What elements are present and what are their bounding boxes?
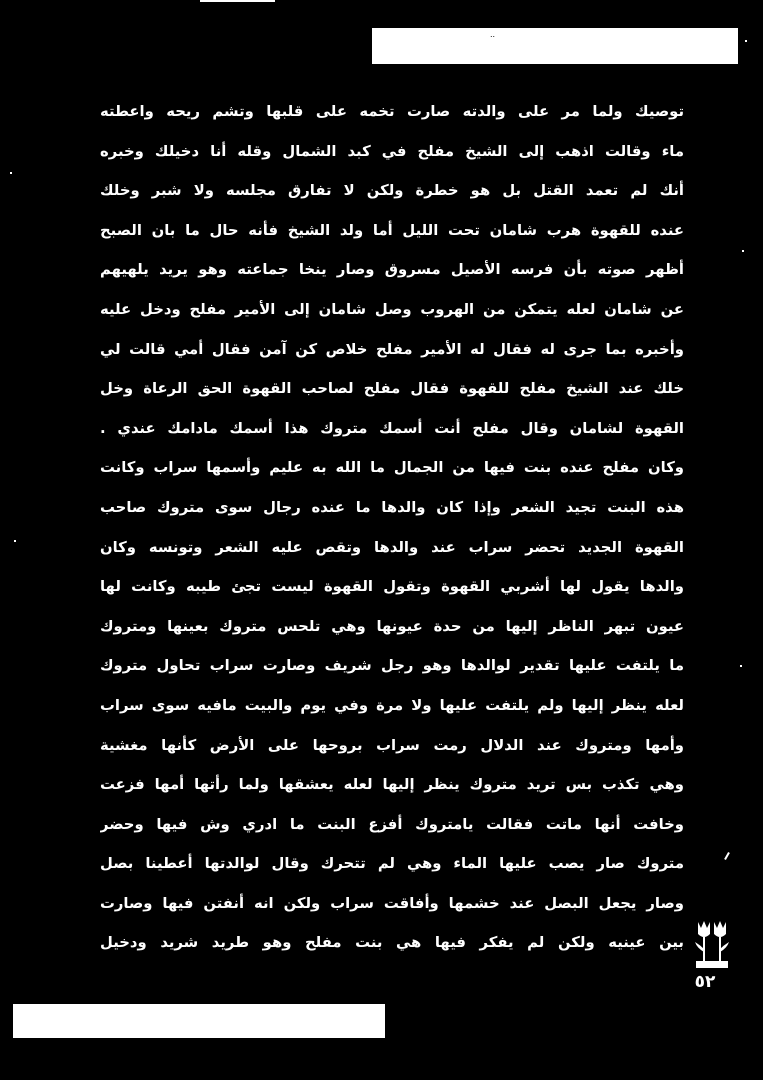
text-line: القهوة لشامان وقال مفلح أنت أسمك متروك هذا أسمك مادامك عندي . xyxy=(100,419,684,437)
text-line: القهوة الجديد تحضر سراب عند والدها وتقص عليه الشعر وتونسه وكان xyxy=(100,538,684,556)
header-marks: .. xyxy=(490,30,496,39)
text-line: وأمها ومتروك عند الدلال رمت سراب بروحها على الأرض كأنها مغشية xyxy=(100,736,684,754)
top-edge-rule xyxy=(200,0,275,2)
text-line: خلك عند الشيخ مفلح للقهوة فقال مفلح لصاحب القهوة الحق الرعاة وخل xyxy=(100,380,684,398)
text-line: وصار يجعل البصل عند خشمها وأفاقت سراب ولكن انه أنفتن فيها وصارت xyxy=(100,894,684,912)
header-redaction-bar xyxy=(372,28,738,64)
text-line: ما يلتفت عليها تقدير لوالدها وهو رجل شريف وصارت سراب تحاول متروك xyxy=(100,657,684,675)
text-line: ماء وقالت اذهب إلى الشيخ مفلح في كبد الشمال وقله أنا دخيلك وخبره xyxy=(100,142,684,160)
text-line: والدها يقول لها أشربي القهوة وتقول القهوة ليست تجئ طيبه وكانت لها xyxy=(100,578,684,596)
text-line: وهي تكذب بس تريد متروك ينظر إليها لعله يعشقها ولما رأتها أمها فزعت xyxy=(100,776,684,794)
text-line: متروك صار يصب عليها الماء وهي لم تتحرك وقال لوالدتها أعطينا بصل xyxy=(100,855,684,873)
text-line: بين عينيه ولكن لم يفكر فيها هي بنت مفلح وهو طريد شريد ودخيل xyxy=(100,934,684,952)
text-line: هذه البنت تجيد الشعر وإذا كان والدها ما عنده رجال سوى متروك صاحب xyxy=(100,498,684,516)
scan-speck xyxy=(742,250,744,252)
body-text xyxy=(100,92,684,963)
text-line: وكان مفلح عنده بنت فيها من الجمال ما الله به عليم وأسمها سراب وكانت xyxy=(100,459,684,477)
text-line: وخافت أنها ماتت فقالت يامتروك أفزع البنت ما ادري وش فيها وحضر xyxy=(100,815,684,833)
scan-mark xyxy=(724,852,730,860)
scan-speck xyxy=(10,172,12,174)
text-line: أنك لم تعمد القتل بل هو خطرة ولكن لا تفارق مجلسه ولا شبر وخلك xyxy=(100,182,684,200)
scan-speck xyxy=(14,540,16,542)
text-line: وأخبره بما جرى له فقال له الأمير مفلح خلاص كن آمن فقال أمي قالت لي xyxy=(100,340,684,358)
text-line: أظهر صوته بأن فرسه الأصيل مسروق وصار ينخا جماعته وهو يريد يلهيهم xyxy=(100,261,684,279)
text-line: عنده للقهوة هرب شامان تحت الليل أما ولد الشيخ فأنه حال ما بان الصبح xyxy=(100,221,684,239)
page-number: ٥٢ xyxy=(694,972,716,992)
footer-redaction-bar xyxy=(13,1004,385,1038)
scan-speck xyxy=(740,665,742,667)
tulip-icon xyxy=(694,918,730,972)
text-line: لعله ينظر إليها ولم يلتفت عليها ولا مرة وفي يوم والبيت مافيه سوى سراب xyxy=(100,696,684,714)
scan-speck xyxy=(745,40,747,42)
text-line: عن شامان لعله يتمكن من الهروب وصل شامان إلى الأمير مفلح ودخل عليه xyxy=(100,300,684,318)
text-line: توصيك ولما مر على والدته صارت تخمه على قلبها وتشم ريحه واعطته xyxy=(100,103,684,120)
text-line: عيون تبهر الناظر إليها من حدة عيونها وهي تلحس متروك بعينها ومتروك xyxy=(100,617,684,635)
